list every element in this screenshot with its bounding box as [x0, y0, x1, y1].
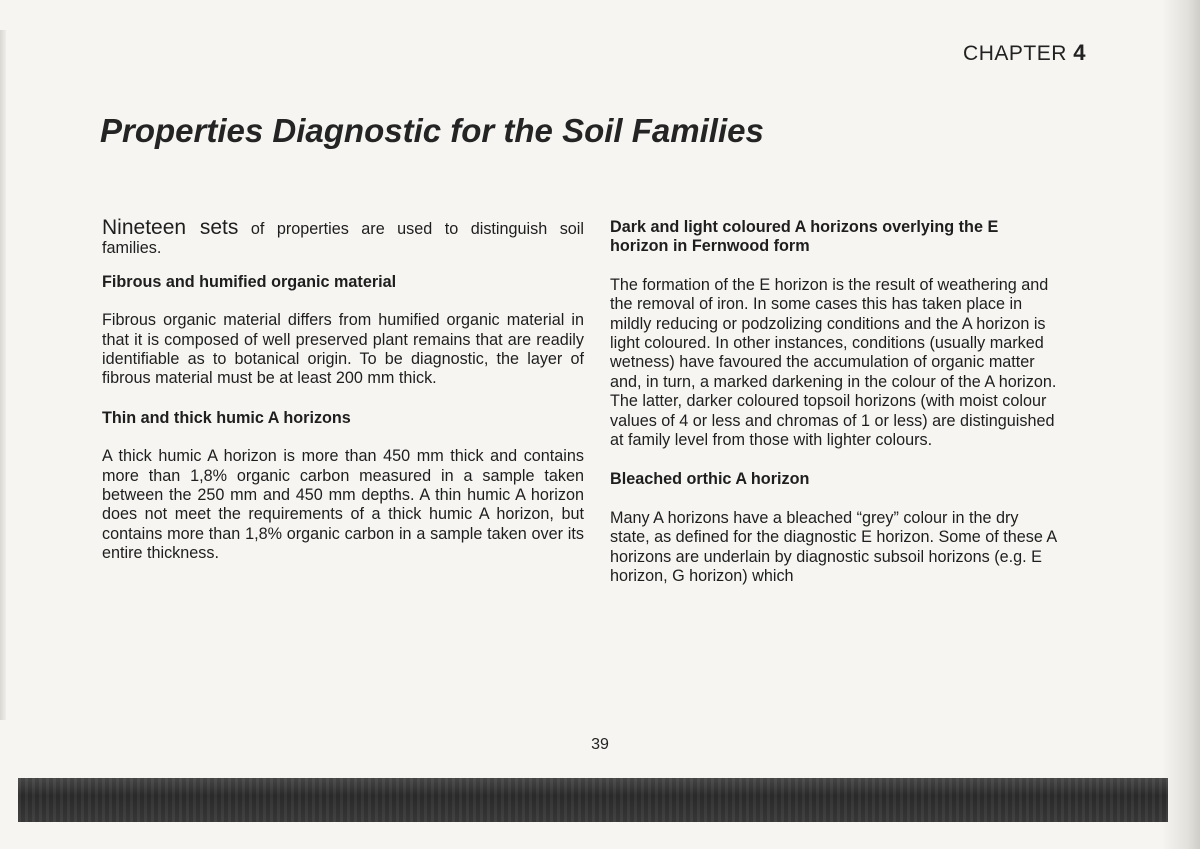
chapter-number: 4	[1073, 40, 1086, 65]
intro-rest: of properties are used to distinguish soil families.	[102, 220, 584, 258]
page-edge-right	[1162, 0, 1200, 849]
right-column	[610, 218, 1058, 607]
section-text-humic: A thick humic A horizon is more than 450 mm thick and contains more than 1,8% organic carbon measured in a sample taken between the 250 mm and 450 mm depths. A thin humic A horizon does not meet the requirements of a thick humic A horizon, but contains more than 1,8% organic carbon in a sample taken over its entire thickness.	[102, 447, 584, 563]
section-heading-fibrous: Fibrous and humified organic material	[102, 272, 397, 291]
chapter-label	[963, 40, 1086, 66]
section-text-fernwood: The formation of the E horizon is the result of weathering and the removal of iron. In some cases this has taken place in mildly reducing or podzolizing conditions and the A horizon is light coloured. In other instances, conditions (usually marked wetness) have favoured the accumulation of organic matter and, in turn, a marked darkening in the colour of the A horizon. The latter, darker coloured topsoil horizons (with moist colour values of 4 or less and chromas of 1 or less) are distinguished at family level from those with lighter colours.	[610, 275, 1057, 450]
chapter-word: CHAPTER	[963, 42, 1067, 65]
left-column	[102, 218, 584, 584]
page-number: 39	[591, 736, 609, 753]
section-heading-fernwood: Dark and light coloured A horizons overlying the E horizon in Fernwood form	[610, 218, 999, 256]
section-heading-humic: Thin and thick humic A horizons	[102, 408, 351, 427]
intro-lead: Nineteen sets	[102, 216, 239, 239]
section-text-fibrous: Fibrous organic material differs from humified organic material in that it is composed of well preserved plant remains that are readily identifiable as to botanical origin. To be diagnostic, the layer of fibrous material must be at least 200 mm thick.	[102, 311, 584, 388]
intro-paragraph	[102, 218, 584, 259]
section-heading-bleached: Bleached orthic A horizon	[610, 470, 810, 489]
page-title: Properties Diagnostic for the Soil Families	[100, 112, 764, 149]
footer-band	[18, 778, 1168, 822]
page-edge-left	[0, 30, 6, 720]
section-text-bleached: Many A horizons have a bleached “grey” colour in the dry state, as defined for the diagnostic E horizon. Some of these A horizons are underlain by diagnostic subsoil horizons (e.g. E horizon, G horizon) which	[610, 508, 1057, 586]
